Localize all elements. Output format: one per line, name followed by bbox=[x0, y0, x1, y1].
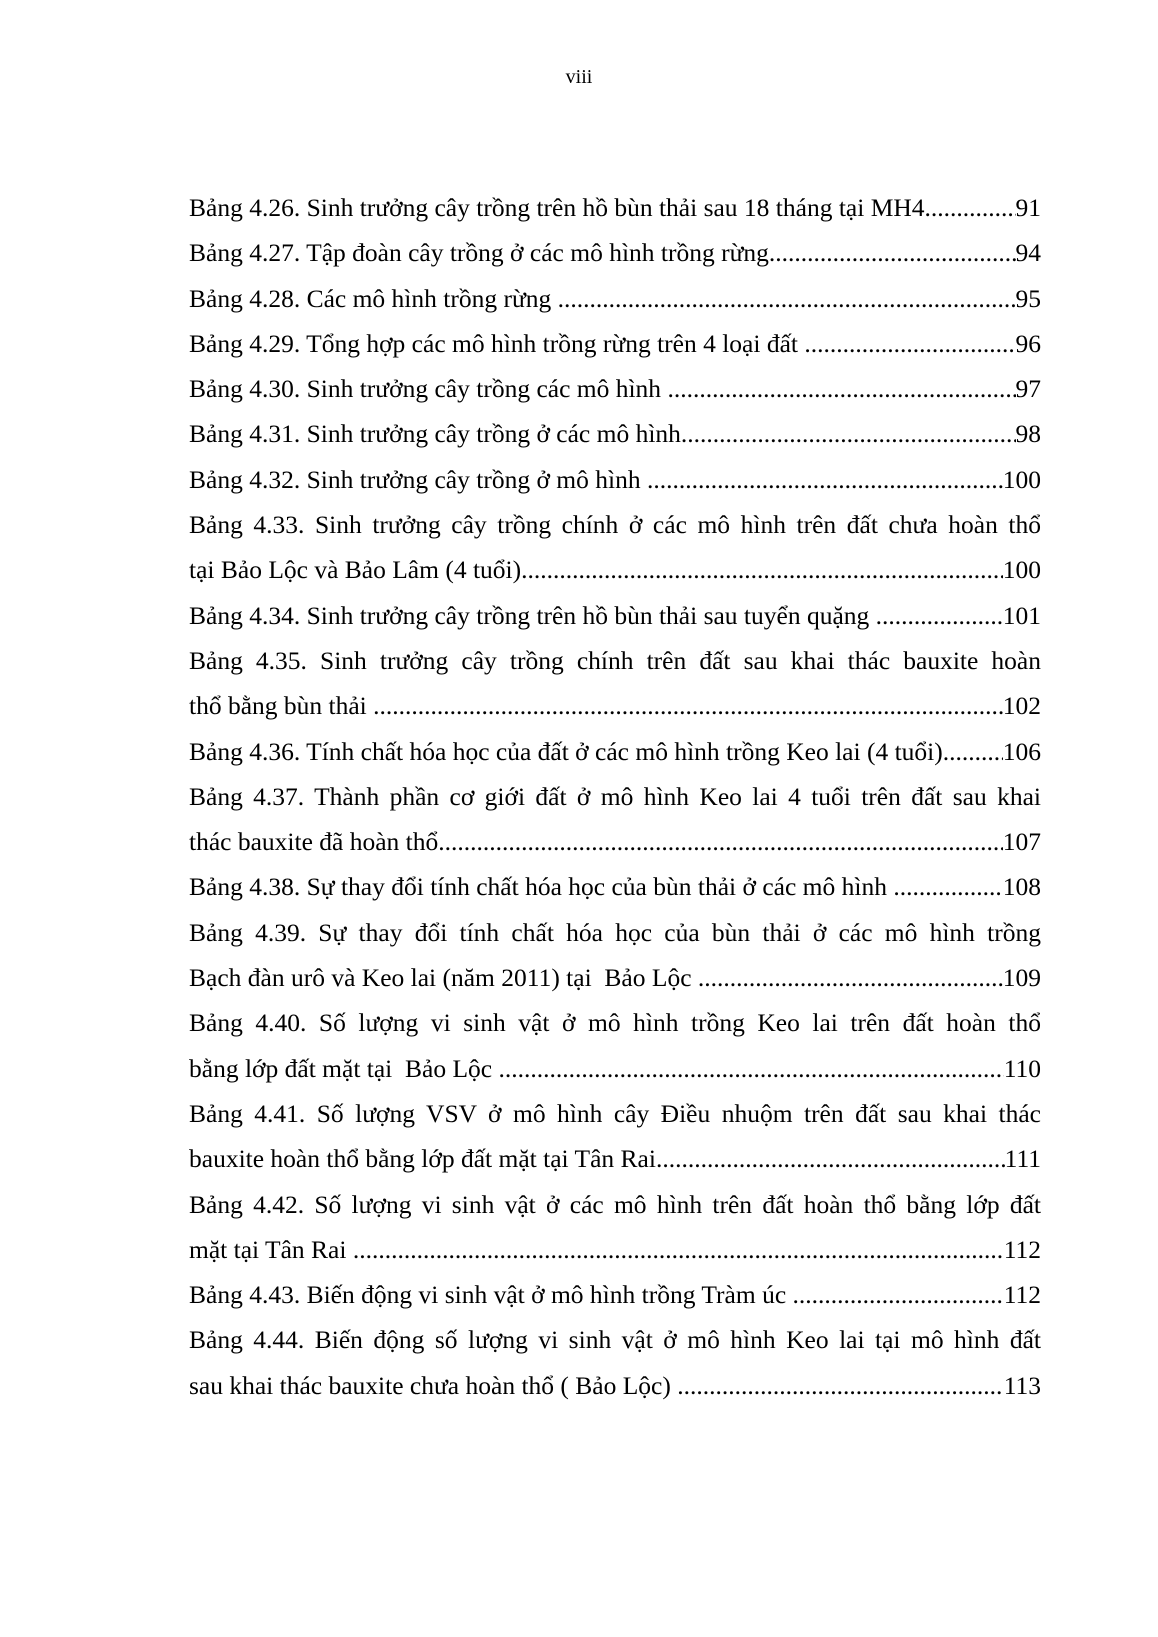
dot-leader bbox=[373, 683, 1003, 728]
toc-entry-title: mặt tại Tân Rai bbox=[189, 1234, 353, 1264]
toc-entry-title: Bảng 4.30. Sinh trưởng cây trồng các mô hình bbox=[189, 374, 668, 404]
toc-entry-page: 100 bbox=[1002, 464, 1041, 494]
page-number: viii bbox=[565, 66, 593, 88]
toc-entry-page: 96 bbox=[1015, 328, 1041, 358]
dot-leader bbox=[793, 1272, 1004, 1317]
toc-entry-title: thổ bằng bùn thải bbox=[189, 691, 374, 721]
toc-entry-last-line bbox=[189, 1227, 1041, 1272]
toc-entry-title-line: Bảng 4.37. Thành phần cơ giới đất ở mô hình Keo lai 4 tuổi trên đất sau khai bbox=[189, 781, 1041, 811]
toc-entry[interactable] bbox=[189, 593, 1041, 638]
toc-entry-last-line bbox=[189, 185, 1041, 230]
dot-leader bbox=[438, 819, 1003, 864]
toc-entry-title: Bảng 4.29. Tổng hợp các mô hình trồng rừng trên 4 loại đất bbox=[189, 328, 805, 358]
toc-entry[interactable] bbox=[189, 1272, 1041, 1317]
dot-leader bbox=[769, 230, 1016, 275]
toc-entry[interactable] bbox=[189, 366, 1041, 411]
toc-entry-last-line bbox=[189, 593, 1041, 638]
toc-entry-title: bằng lớp đất mặt tại Bảo Lộc bbox=[189, 1053, 499, 1083]
toc-entry[interactable] bbox=[189, 1091, 1041, 1182]
toc-entry-title-line: Bảng 4.44. Biến động số lượng vi sinh vật ở mô hình Keo lai tại mô hình đất bbox=[189, 1325, 1041, 1355]
toc-entry-page: 112 bbox=[1003, 1234, 1041, 1264]
toc-entry-page: 113 bbox=[1003, 1370, 1041, 1400]
toc-entry[interactable] bbox=[189, 276, 1041, 321]
toc-entry-title: Bảng 4.38. Sự thay đổi tính chất hóa học của bùn thải ở các mô hình bbox=[189, 872, 894, 902]
dot-leader bbox=[876, 593, 1003, 638]
toc-entry-title: Bảng 4.26. Sinh trưởng cây trồng trên hồ bùn thải sau 18 tháng tại MH4 bbox=[189, 193, 925, 222]
toc-entry-last-line bbox=[189, 729, 1041, 774]
toc-entry-page: 110 bbox=[1003, 1053, 1041, 1083]
dot-leader bbox=[698, 955, 1003, 1000]
dot-leader bbox=[647, 457, 1003, 502]
toc-entry-title: Bảng 4.27. Tập đoàn cây trồng ở các mô hình trồng rừng bbox=[189, 238, 769, 268]
toc-entry[interactable] bbox=[189, 321, 1041, 366]
dot-leader bbox=[656, 1136, 1005, 1181]
toc-entry[interactable] bbox=[189, 1000, 1041, 1091]
toc-entry-last-line bbox=[189, 819, 1041, 864]
toc-entry-title: Bảng 4.43. Biến động vi sinh vật ở mô hình trồng Tràm úc bbox=[189, 1280, 793, 1310]
list-of-tables bbox=[189, 185, 1041, 1408]
toc-entry[interactable] bbox=[189, 230, 1041, 275]
toc-entry[interactable] bbox=[189, 1317, 1041, 1408]
toc-entry-page: 98 bbox=[1015, 419, 1041, 449]
toc-entry-page: 106 bbox=[1002, 736, 1041, 766]
toc-entry-title: Bảng 4.31. Sinh trưởng cây trồng ở các mô hình bbox=[189, 419, 681, 449]
toc-entry-page: 101 bbox=[1002, 600, 1041, 630]
toc-entry-page: 111 bbox=[1004, 1144, 1041, 1174]
toc-entry-page: 91 bbox=[1015, 193, 1041, 222]
dot-leader bbox=[681, 411, 1016, 456]
toc-entry-title-line: Bảng 4.40. Số lượng vi sinh vật ở mô hình trồng Keo lai trên đất hoàn thổ bbox=[189, 1008, 1041, 1038]
toc-entry-title: Bảng 4.34. Sinh trưởng cây trồng trên hồ bùn thải sau tuyển quặng bbox=[189, 600, 876, 630]
toc-entry-title: Bảng 4.32. Sinh trưởng cây trồng ở mô hình bbox=[189, 464, 647, 494]
toc-entry-last-line bbox=[189, 411, 1041, 456]
toc-entry-last-line bbox=[189, 1136, 1041, 1181]
dot-leader bbox=[804, 321, 1015, 366]
toc-entry-last-line bbox=[189, 683, 1041, 728]
toc-entry[interactable] bbox=[189, 457, 1041, 502]
toc-entry[interactable] bbox=[189, 864, 1041, 909]
toc-entry-last-line bbox=[189, 230, 1041, 275]
toc-entry-last-line bbox=[189, 547, 1041, 592]
toc-entry[interactable] bbox=[189, 910, 1041, 1001]
toc-entry[interactable] bbox=[189, 1182, 1041, 1273]
toc-entry[interactable] bbox=[189, 411, 1041, 456]
toc-entry-page: 112 bbox=[1003, 1280, 1041, 1310]
toc-entry-title-line: Bảng 4.33. Sinh trưởng cây trồng chính ở các mô hình trên đất chưa hoàn thổ bbox=[189, 510, 1041, 540]
toc-entry[interactable] bbox=[189, 185, 1041, 230]
toc-entry-page: 102 bbox=[1002, 691, 1041, 721]
toc-entry-title: Bảng 4.28. Các mô hình trồng rừng bbox=[189, 283, 558, 313]
toc-entry-last-line bbox=[189, 366, 1041, 411]
toc-entry-last-line bbox=[189, 955, 1041, 1000]
toc-entry-page: 95 bbox=[1015, 283, 1041, 313]
dot-leader bbox=[521, 547, 1003, 592]
toc-entry-last-line bbox=[189, 864, 1041, 909]
dot-leader bbox=[353, 1227, 1004, 1272]
dot-leader bbox=[925, 185, 1016, 230]
dot-leader bbox=[893, 864, 1002, 909]
toc-entry-last-line bbox=[189, 1363, 1041, 1408]
dot-leader bbox=[499, 1046, 1004, 1091]
toc-entry[interactable] bbox=[189, 502, 1041, 593]
toc-entry-last-line bbox=[189, 276, 1041, 321]
toc-entry-page: 107 bbox=[1002, 827, 1041, 857]
toc-entry-title-line: Bảng 4.35. Sinh trưởng cây trồng chính trên đất sau khai thác bauxite hoàn bbox=[189, 645, 1041, 675]
toc-entry-last-line bbox=[189, 1046, 1041, 1091]
toc-entry-page: 109 bbox=[1002, 963, 1041, 993]
dot-leader bbox=[667, 366, 1015, 411]
toc-entry-title: bauxite hoàn thổ bằng lớp đất mặt tại Tân Rai bbox=[189, 1144, 656, 1174]
dot-leader bbox=[677, 1363, 1003, 1408]
toc-entry-last-line bbox=[189, 321, 1041, 366]
toc-entry-last-line bbox=[189, 1272, 1041, 1317]
toc-entry[interactable] bbox=[189, 774, 1041, 865]
toc-entry-page: 100 bbox=[1002, 555, 1041, 585]
toc-entry-title: tại Bảo Lộc và Bảo Lâm (4 tuổi) bbox=[189, 555, 522, 585]
toc-entry-page: 97 bbox=[1015, 374, 1041, 404]
toc-entry-title: thác bauxite đã hoàn thổ bbox=[189, 827, 439, 857]
toc-entry[interactable] bbox=[189, 729, 1041, 774]
toc-entry-title: Bạch đàn urô và Keo lai (năm 2011) tại Bảo Lộc bbox=[189, 963, 698, 993]
toc-entry-title-line: Bảng 4.41. Số lượng VSV ở mô hình cây Điều nhuộm trên đất sau khai thác bbox=[189, 1098, 1041, 1128]
toc-entry[interactable] bbox=[189, 638, 1041, 729]
toc-entry-page: 94 bbox=[1015, 238, 1041, 268]
dot-leader bbox=[558, 276, 1016, 321]
dot-leader bbox=[949, 729, 1003, 774]
toc-entry-last-line bbox=[189, 457, 1041, 502]
toc-entry-title: sau khai thác bauxite chưa hoàn thổ ( Bảo Lộc) bbox=[189, 1370, 678, 1400]
toc-entry-title-line: Bảng 4.39. Sự thay đổi tính chất hóa học của bùn thải ở các mô hình trồng bbox=[189, 917, 1041, 947]
toc-entry-title-line: Bảng 4.42. Số lượng vi sinh vật ở các mô hình trên đất hoàn thổ bằng lớp đất bbox=[189, 1189, 1041, 1219]
toc-entry-page: 108 bbox=[1002, 872, 1041, 902]
toc-entry-title: Bảng 4.36. Tính chất hóa học của đất ở các mô hình trồng Keo lai (4 tuổi). bbox=[189, 736, 950, 766]
